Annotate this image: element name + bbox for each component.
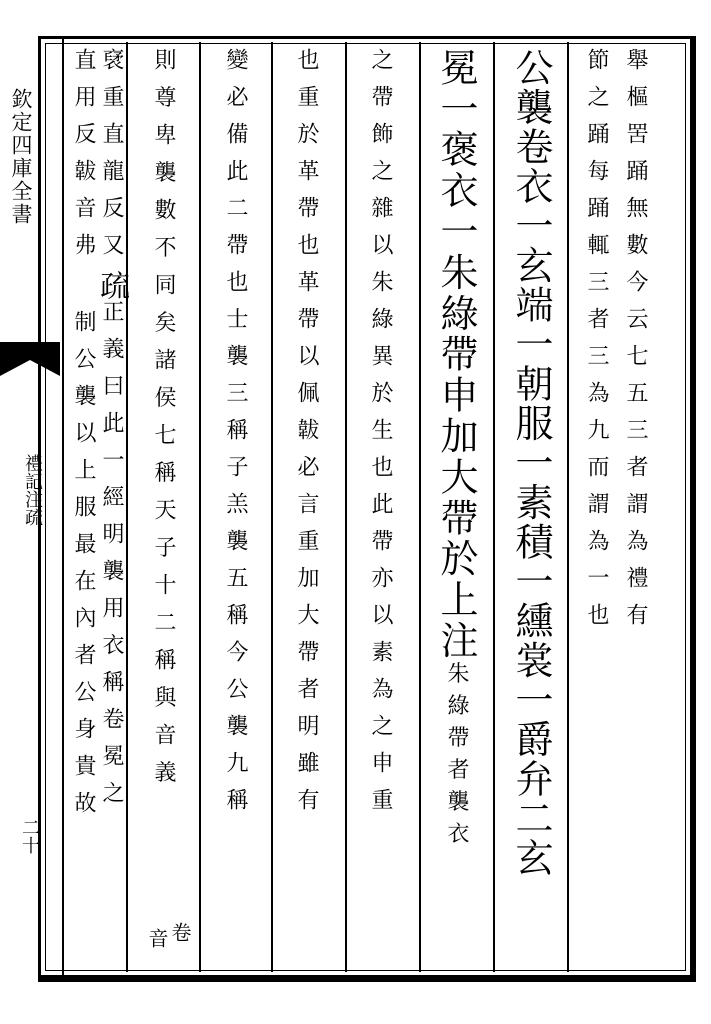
annotation-text: 正義曰此一經明襲用衣稱卷冕之 [99,300,124,818]
column-rule [419,42,421,972]
annotation-text: 朱綠帶者襲衣 [444,661,469,854]
column-rule [271,42,273,972]
annotation-text: 裦重直龍反又 [99,48,124,270]
main-text: 冕一褒衣一朱綠帶申加大帶於上注 [434,48,478,662]
frame-edge [690,36,696,978]
annotation-text: 卷 [168,922,192,942]
text-column-6: 也重於革帶也革帶以佩韍必言重加大帶者明雖有 [294,48,319,825]
text-column-1: 舉樞罟踊無數今云七五三者謂為禮有 [623,48,648,640]
main-text: 則尊卑襲數不同矣諸侯七稱天子十二稱與音義 [151,48,176,798]
column-rule [126,42,128,972]
text-column-8 [150,48,176,798]
column-rule [493,42,495,972]
text-column-3: 公襲卷衣一玄端一朝服一素積一纁裳一爵弁二玄 [509,48,553,878]
text-column-9 [94,48,129,818]
text-column-4 [436,48,476,854]
annotation-text: 制公襲以上服最在內者公身貴故 [71,310,96,828]
commentary-mark: 疏 [94,270,129,300]
frame-edge-bottom [38,975,696,982]
book-title: 禮記注疏 [22,454,43,526]
text-column-5: 之帶飾之雜以朱綠異於生也此帶亦以素為之申重 [368,48,393,825]
text-column-10 [70,48,96,828]
text-column-7: 變必備此二帶也士襲三稱子羔襲五稱今公襲九稱 [223,48,248,825]
annotation-text: 音 [145,928,169,948]
page-number: 二十 [19,818,40,854]
column-rule [199,42,201,972]
book-series-title: 欽定四庫全書 [9,88,33,226]
column-rule [345,42,347,972]
text-column-2: 節之踊每踊輒三者三為九而謂為一也 [584,48,609,640]
annotation-text: 直用反韍音弗 [71,48,96,270]
column-rule [567,42,569,972]
